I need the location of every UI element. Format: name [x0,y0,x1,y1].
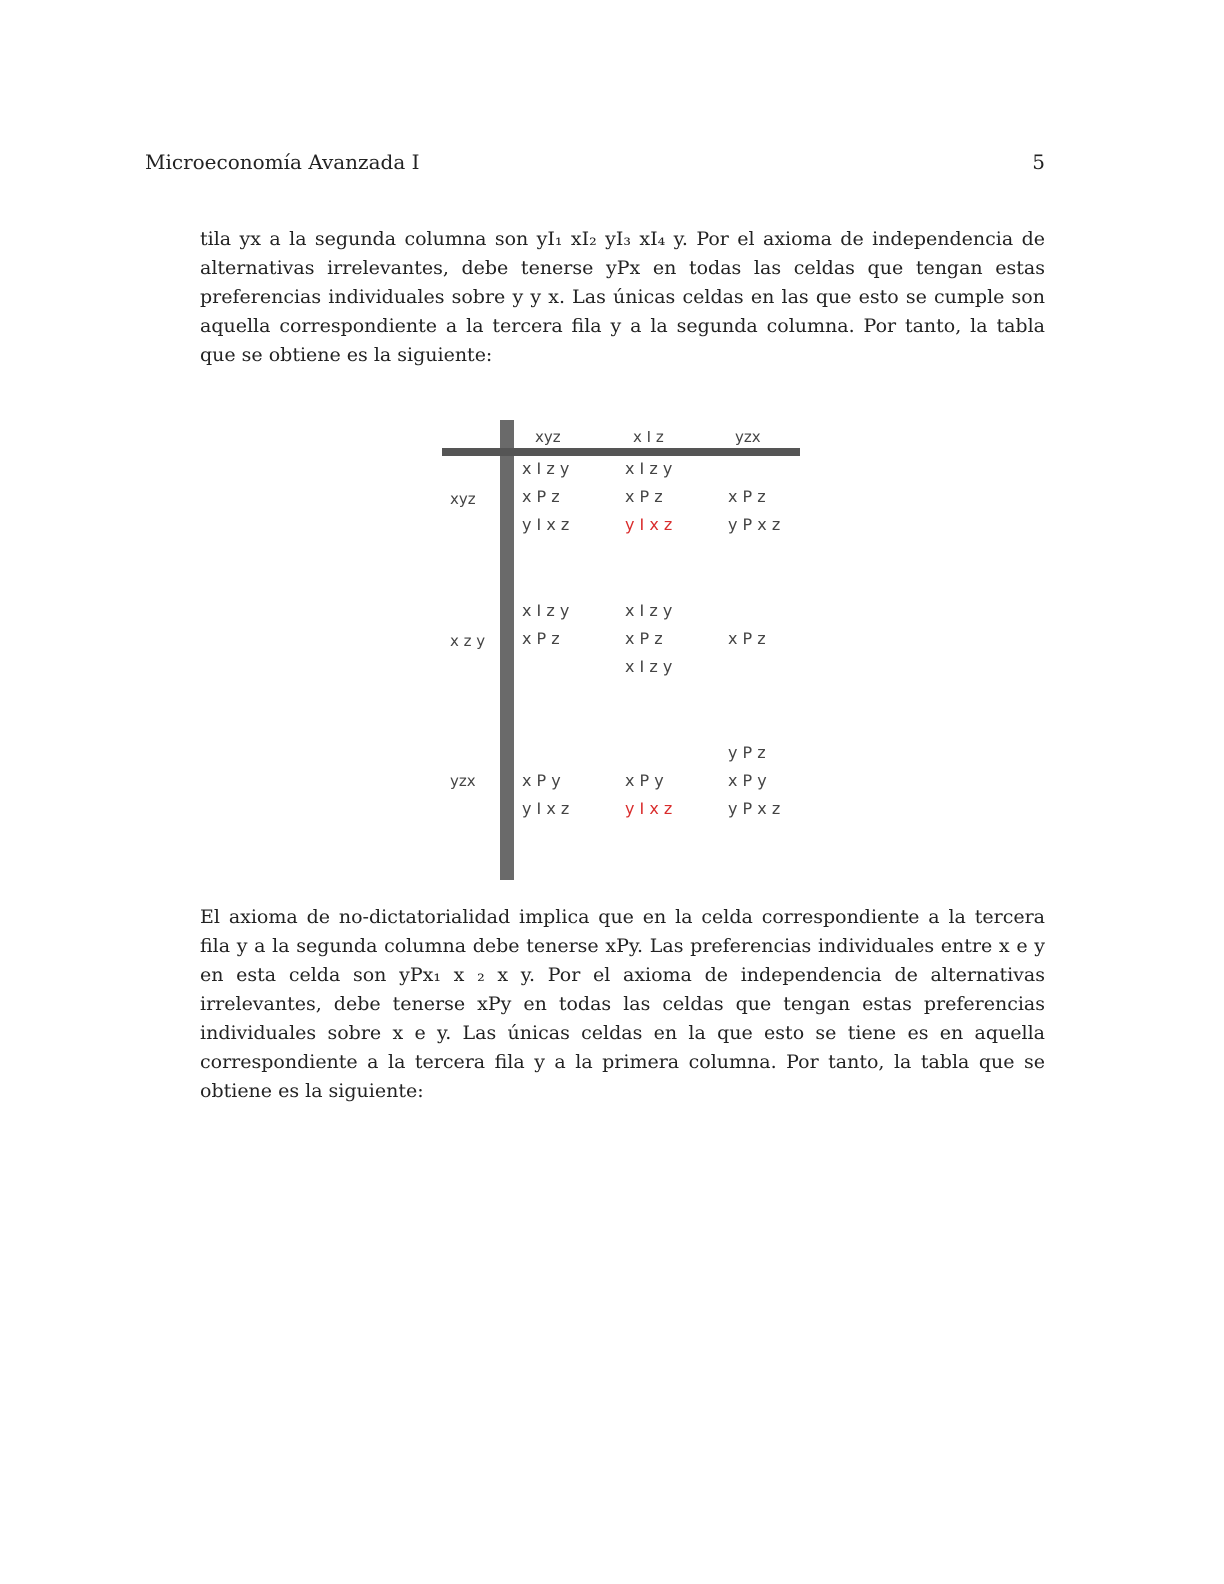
matrix-cell: x P z [728,629,766,648]
column-header-2: x I z [633,428,664,446]
running-head-title: Microeconomía Avanzada I [145,150,420,174]
matrix-cell: y P x z [728,799,781,818]
matrix-cell: x P y [728,771,767,790]
matrix-cell: x P y [625,771,664,790]
matrix-cell: x P z [625,487,663,506]
matrix-cell: x I z y [522,459,570,478]
matrix-cell: x P z [522,487,560,506]
matrix-cell-highlighted: y I x z [625,799,673,818]
matrix-cell: x P z [625,629,663,648]
matrix-cell: x P y [522,771,561,790]
matrix-cell: x P z [522,629,560,648]
row-header-3: yzx [450,772,476,790]
matrix-cell: y P x z [728,515,781,534]
row-header-2: x z y [450,632,486,650]
matrix-cell: y P z [728,743,766,762]
paragraph-2: El axioma de no-dictatorialidad implica que en la celda correspondiente a la tercera fila y a la segunda columna debe tenerse xPy. Las preferencias individuales entre x e y en esta celda son yPx₁ x ₂ x y. Por el axioma de independencia de alternativas irrelevantes, debe tenerse xPy en todas las celdas que tengan estas preferencias individuales sobre x e y. Las únicas celdas en la que esto se tiene es en aquella correspondiente a la tercera fila y a la primera columna. Por tanto, la tabla que se obtiene es la siguiente: [200,906,1045,1102]
matrix-cell: x I z y [625,459,673,478]
preference-matrix [440,420,810,880]
matrix-cell-highlighted: y I x z [625,515,673,534]
matrix-cell: x I z y [625,601,673,620]
matrix-cell: x I z y [522,601,570,620]
row-header-1: xyz [450,490,476,508]
matrix-cell: x P z [728,487,766,506]
matrix-cell: x I z y [625,657,673,676]
column-header-3: yzx [735,428,761,446]
column-header-1: xyz [535,428,561,446]
matrix-vertical-rule [500,420,514,880]
matrix-cell: y I x z [522,799,570,818]
running-head [145,150,1045,180]
page-number: 5 [1032,150,1045,174]
matrix-horizontal-rule [442,448,800,456]
paragraph-1: tila yx a la segunda columna son yI₁ xI₂ yI₃ xI₄ y. Por el axioma de independencia de alternativas irrelevantes, debe tenerse yPx en todas las celdas que tengan estas preferencias individuales sobre y y x. Las únicas celdas en las que esto se cumple son aquella correspondiente a la tercera fila y a la segunda columna. Por tanto, la tabla que se obtiene es la siguiente: [200,228,1045,366]
matrix-cell: y I x z [522,515,570,534]
